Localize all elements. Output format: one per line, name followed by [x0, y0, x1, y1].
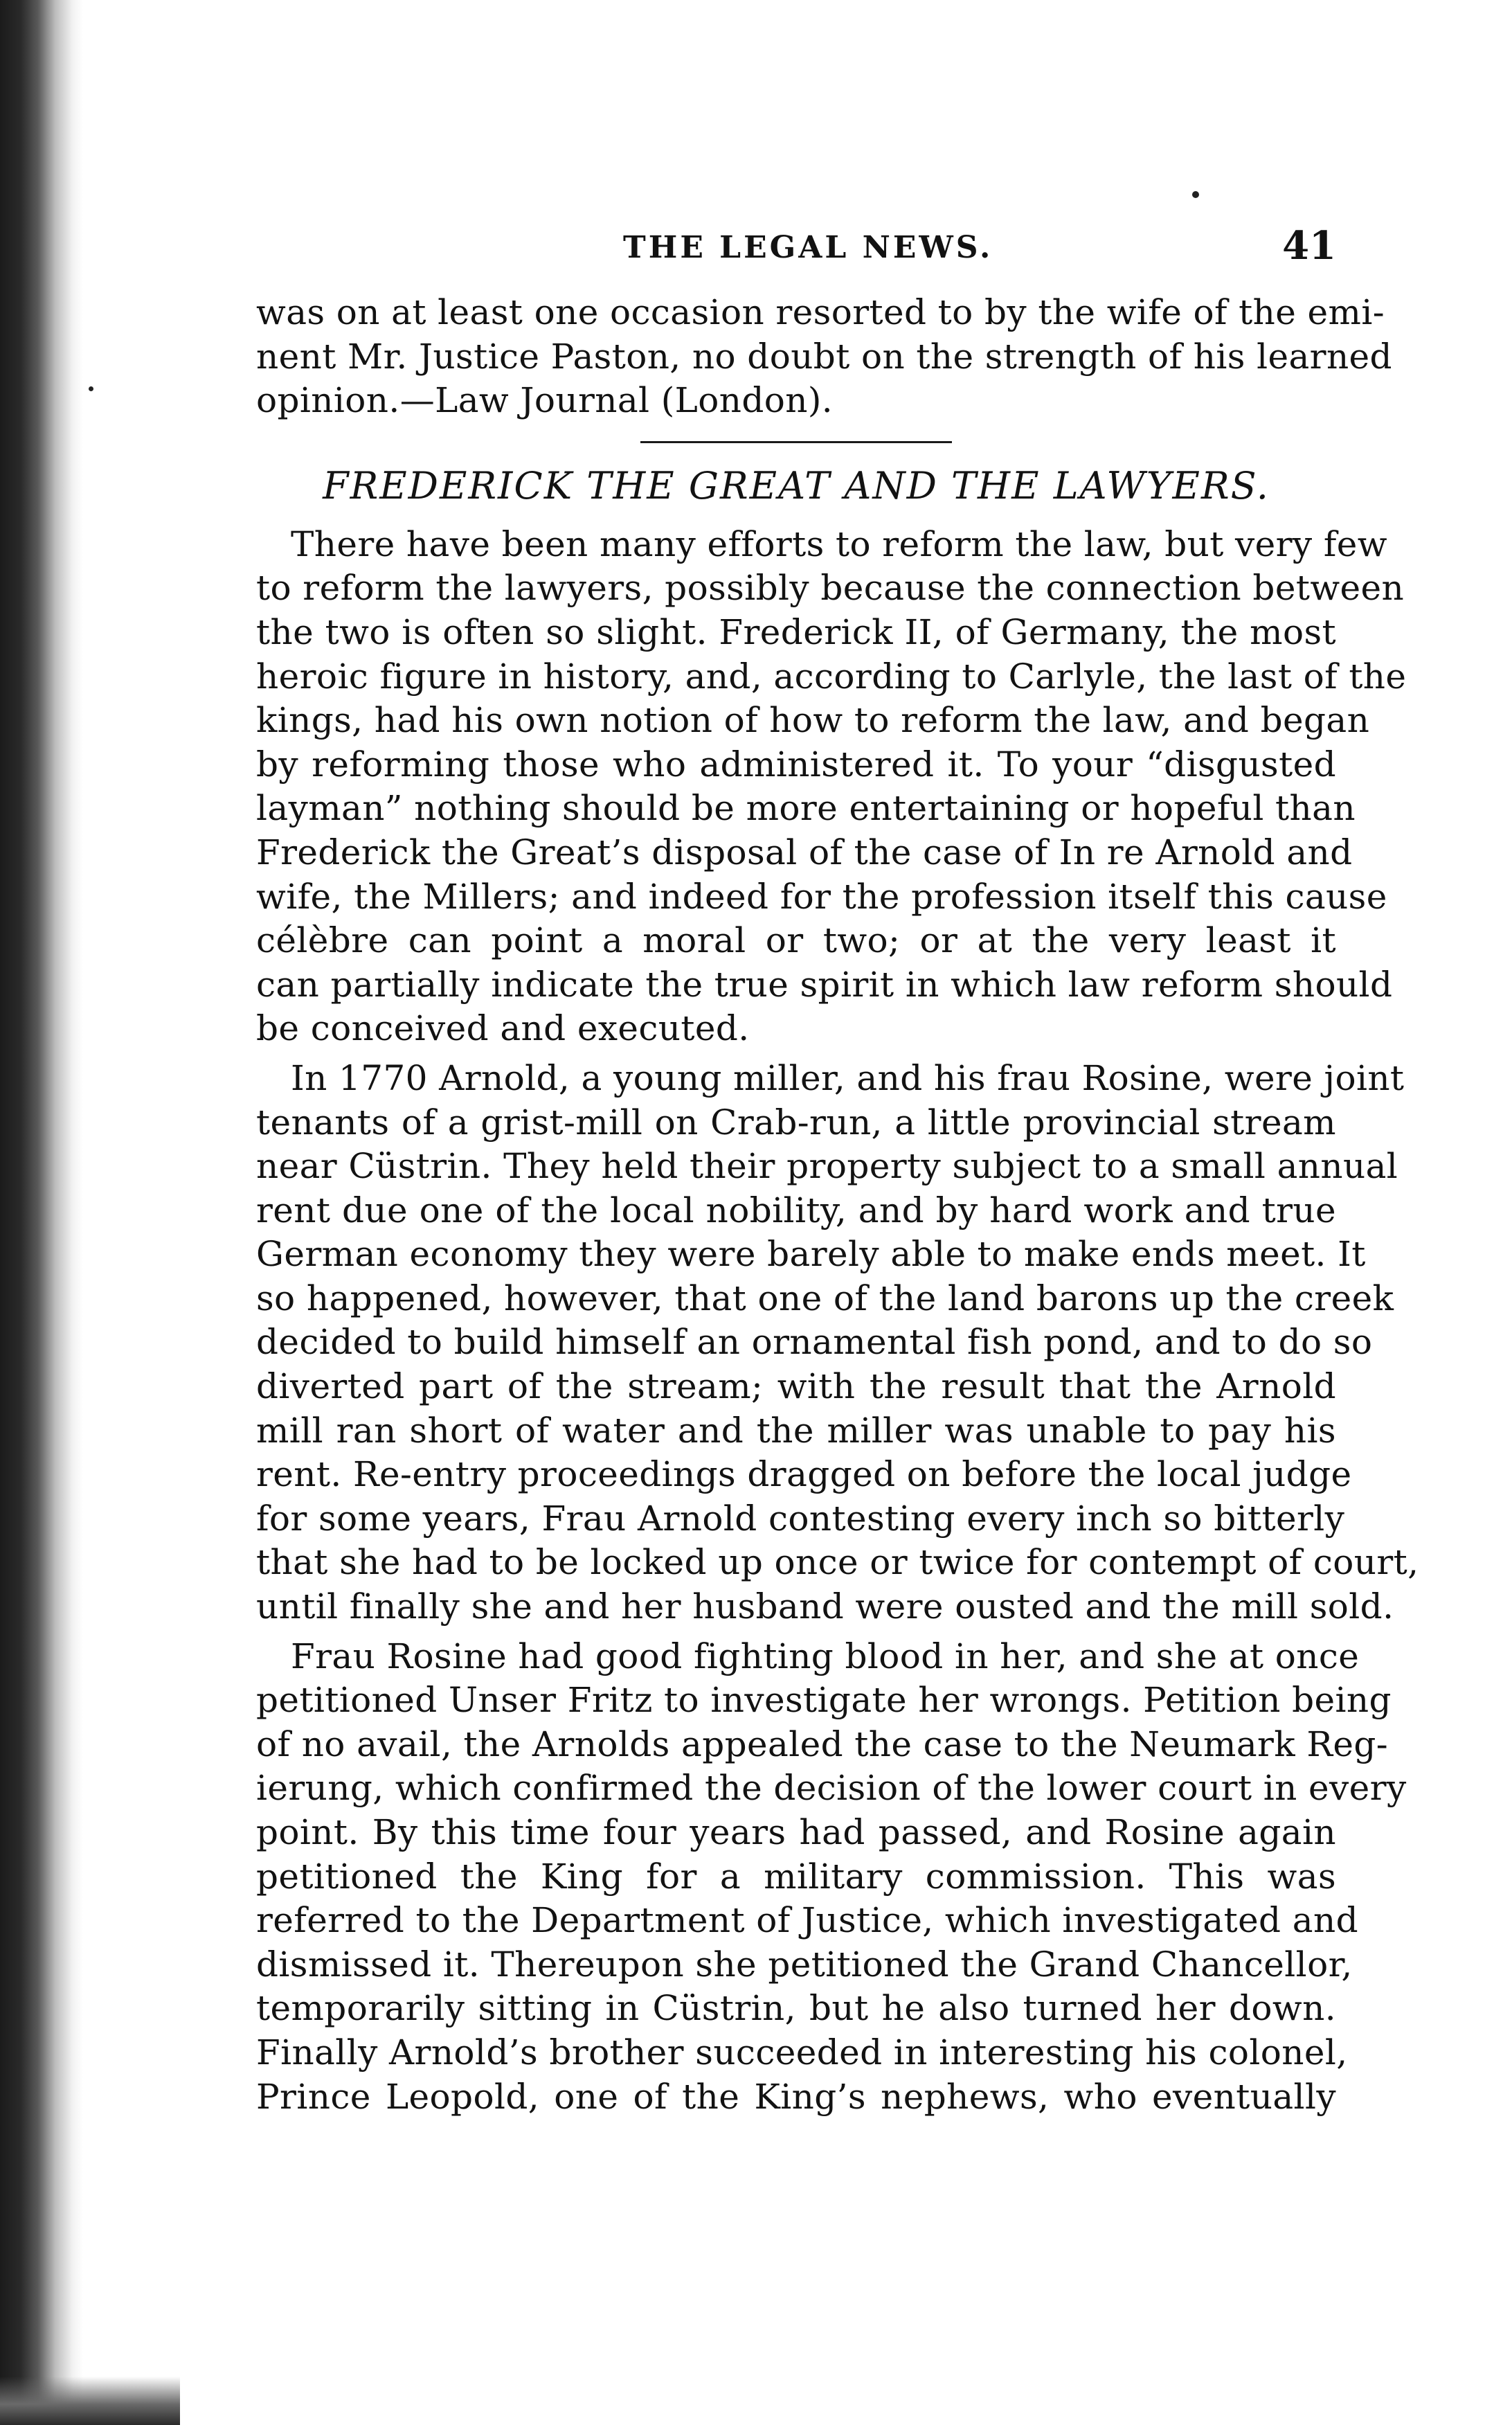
text-line: nent Mr. Justice Paston, no doubt on the strength of his learned [256, 336, 1392, 377]
text-line: can partially indicate the true spirit in which law reform should [256, 964, 1393, 1005]
running-title: THE LEGAL NEWS. [623, 230, 993, 265]
ink-speck [1192, 191, 1199, 198]
text-line: Finally Arnold’s brother succeeded in interesting his colonel, [256, 2032, 1348, 2073]
text-line: to reform the lawyers, possibly because the connection between [256, 568, 1405, 609]
article-heading: FREDERICK THE GREAT AND THE LAWYERS. [323, 463, 1270, 508]
text-line: rent. Re-entry proceedings dragged on before the local judge [256, 1454, 1352, 1495]
text-line: point. By this time four years had passed, and Rosine again [256, 1812, 1336, 1852]
text-line: heroic figure in history, and, according to Carlyle, the last of the [256, 656, 1407, 697]
text-line: tenants of a grist-mill on Crab-run, a little provincial stream [256, 1102, 1336, 1143]
binding-edge [0, 0, 83, 2425]
paragraph [256, 1057, 1419, 1629]
text-line: diverted part of the stream; with the result that the Arnold [256, 1366, 1336, 1407]
text-line: near Cüstrin. They held their property subject to a small annual [256, 1146, 1398, 1187]
text-line: wife, the Millers; and indeed for the profession itself this cause [256, 876, 1387, 917]
text-line: petitioned Unser Fritz to investigate her wrongs. Petition being [256, 1680, 1392, 1721]
text-line: Frederick the Great’s disposal of the case of In re Arnold and [256, 832, 1353, 873]
text-line: be conceived and executed. [256, 1008, 750, 1049]
text-line: Frau Rosine had good fighting blood in her, and she at once [291, 1636, 1360, 1676]
text-line: There have been many efforts to reform the law, but very few [291, 524, 1387, 564]
text-line: for some years, Frau Arnold contesting every inch so bitterly [256, 1498, 1345, 1539]
text-line: until finally she and her husband were ousted and the mill sold. [256, 1586, 1394, 1627]
text-line: dismissed it. Thereupon she petitioned the Grand Chancellor, [256, 1944, 1353, 1985]
text-line: so happened, however, that one of the land barons up the creek [256, 1278, 1394, 1318]
text-line: opinion.—Law Journal (London). [256, 380, 834, 421]
section-divider [640, 441, 952, 443]
paragraph [256, 523, 1407, 1051]
text-line: kings, had his own notion of how to reform the law, and began [256, 700, 1370, 741]
text-line: decided to build himself an ornamental fish pond, and to do so [256, 1322, 1373, 1363]
text-line: ierung, which confirmed the decision of the lower court in every [256, 1768, 1407, 1809]
text-line: temporarily sitting in Cüstrin, but he also turned her down. [256, 1988, 1336, 2029]
text-line: that she had to be locked up once or twice for contempt of court, [256, 1542, 1419, 1583]
text-line: referred to the Department of Justice, which investigated and [256, 1900, 1358, 1941]
text-line: mill ran short of water and the miller was unable to pay his [256, 1410, 1336, 1451]
text-line: célèbre can point a moral or two; or at the very least it [256, 920, 1336, 961]
text-line: layman” nothing should be more entertaining or hopeful than [256, 788, 1356, 829]
ink-speck [89, 386, 93, 391]
book-page [256, 215, 1419, 2124]
text-line: In 1770 Arnold, a young miller, and his frau Rosine, were joint [291, 1057, 1405, 1098]
text-line: of no avail, the Arnolds appealed the case to the Neumark Reg- [256, 1724, 1389, 1764]
continued-paragraph [256, 291, 1392, 423]
binding-shadow [0, 2377, 180, 2425]
text-line: rent due one of the local nobility, and by hard work and true [256, 1190, 1336, 1231]
page-number: 41 [1282, 223, 1336, 269]
text-line: was on at least one occasion resorted to by the wife of the emi- [256, 292, 1385, 332]
text-line: petitioned the King for a military commission. This was [256, 1856, 1336, 1897]
paragraph [256, 1635, 1407, 2120]
text-line: the two is often so slight. Frederick II, of Germany, the most [256, 611, 1336, 652]
running-head [256, 215, 1336, 291]
text-line: German economy they were barely able to make ends meet. It [256, 1234, 1366, 1275]
text-line: Prince Leopold, one of the King’s nephews, who eventually [256, 2076, 1336, 2117]
text-line: by reforming those who administered it. To your “disgusted [256, 744, 1336, 785]
